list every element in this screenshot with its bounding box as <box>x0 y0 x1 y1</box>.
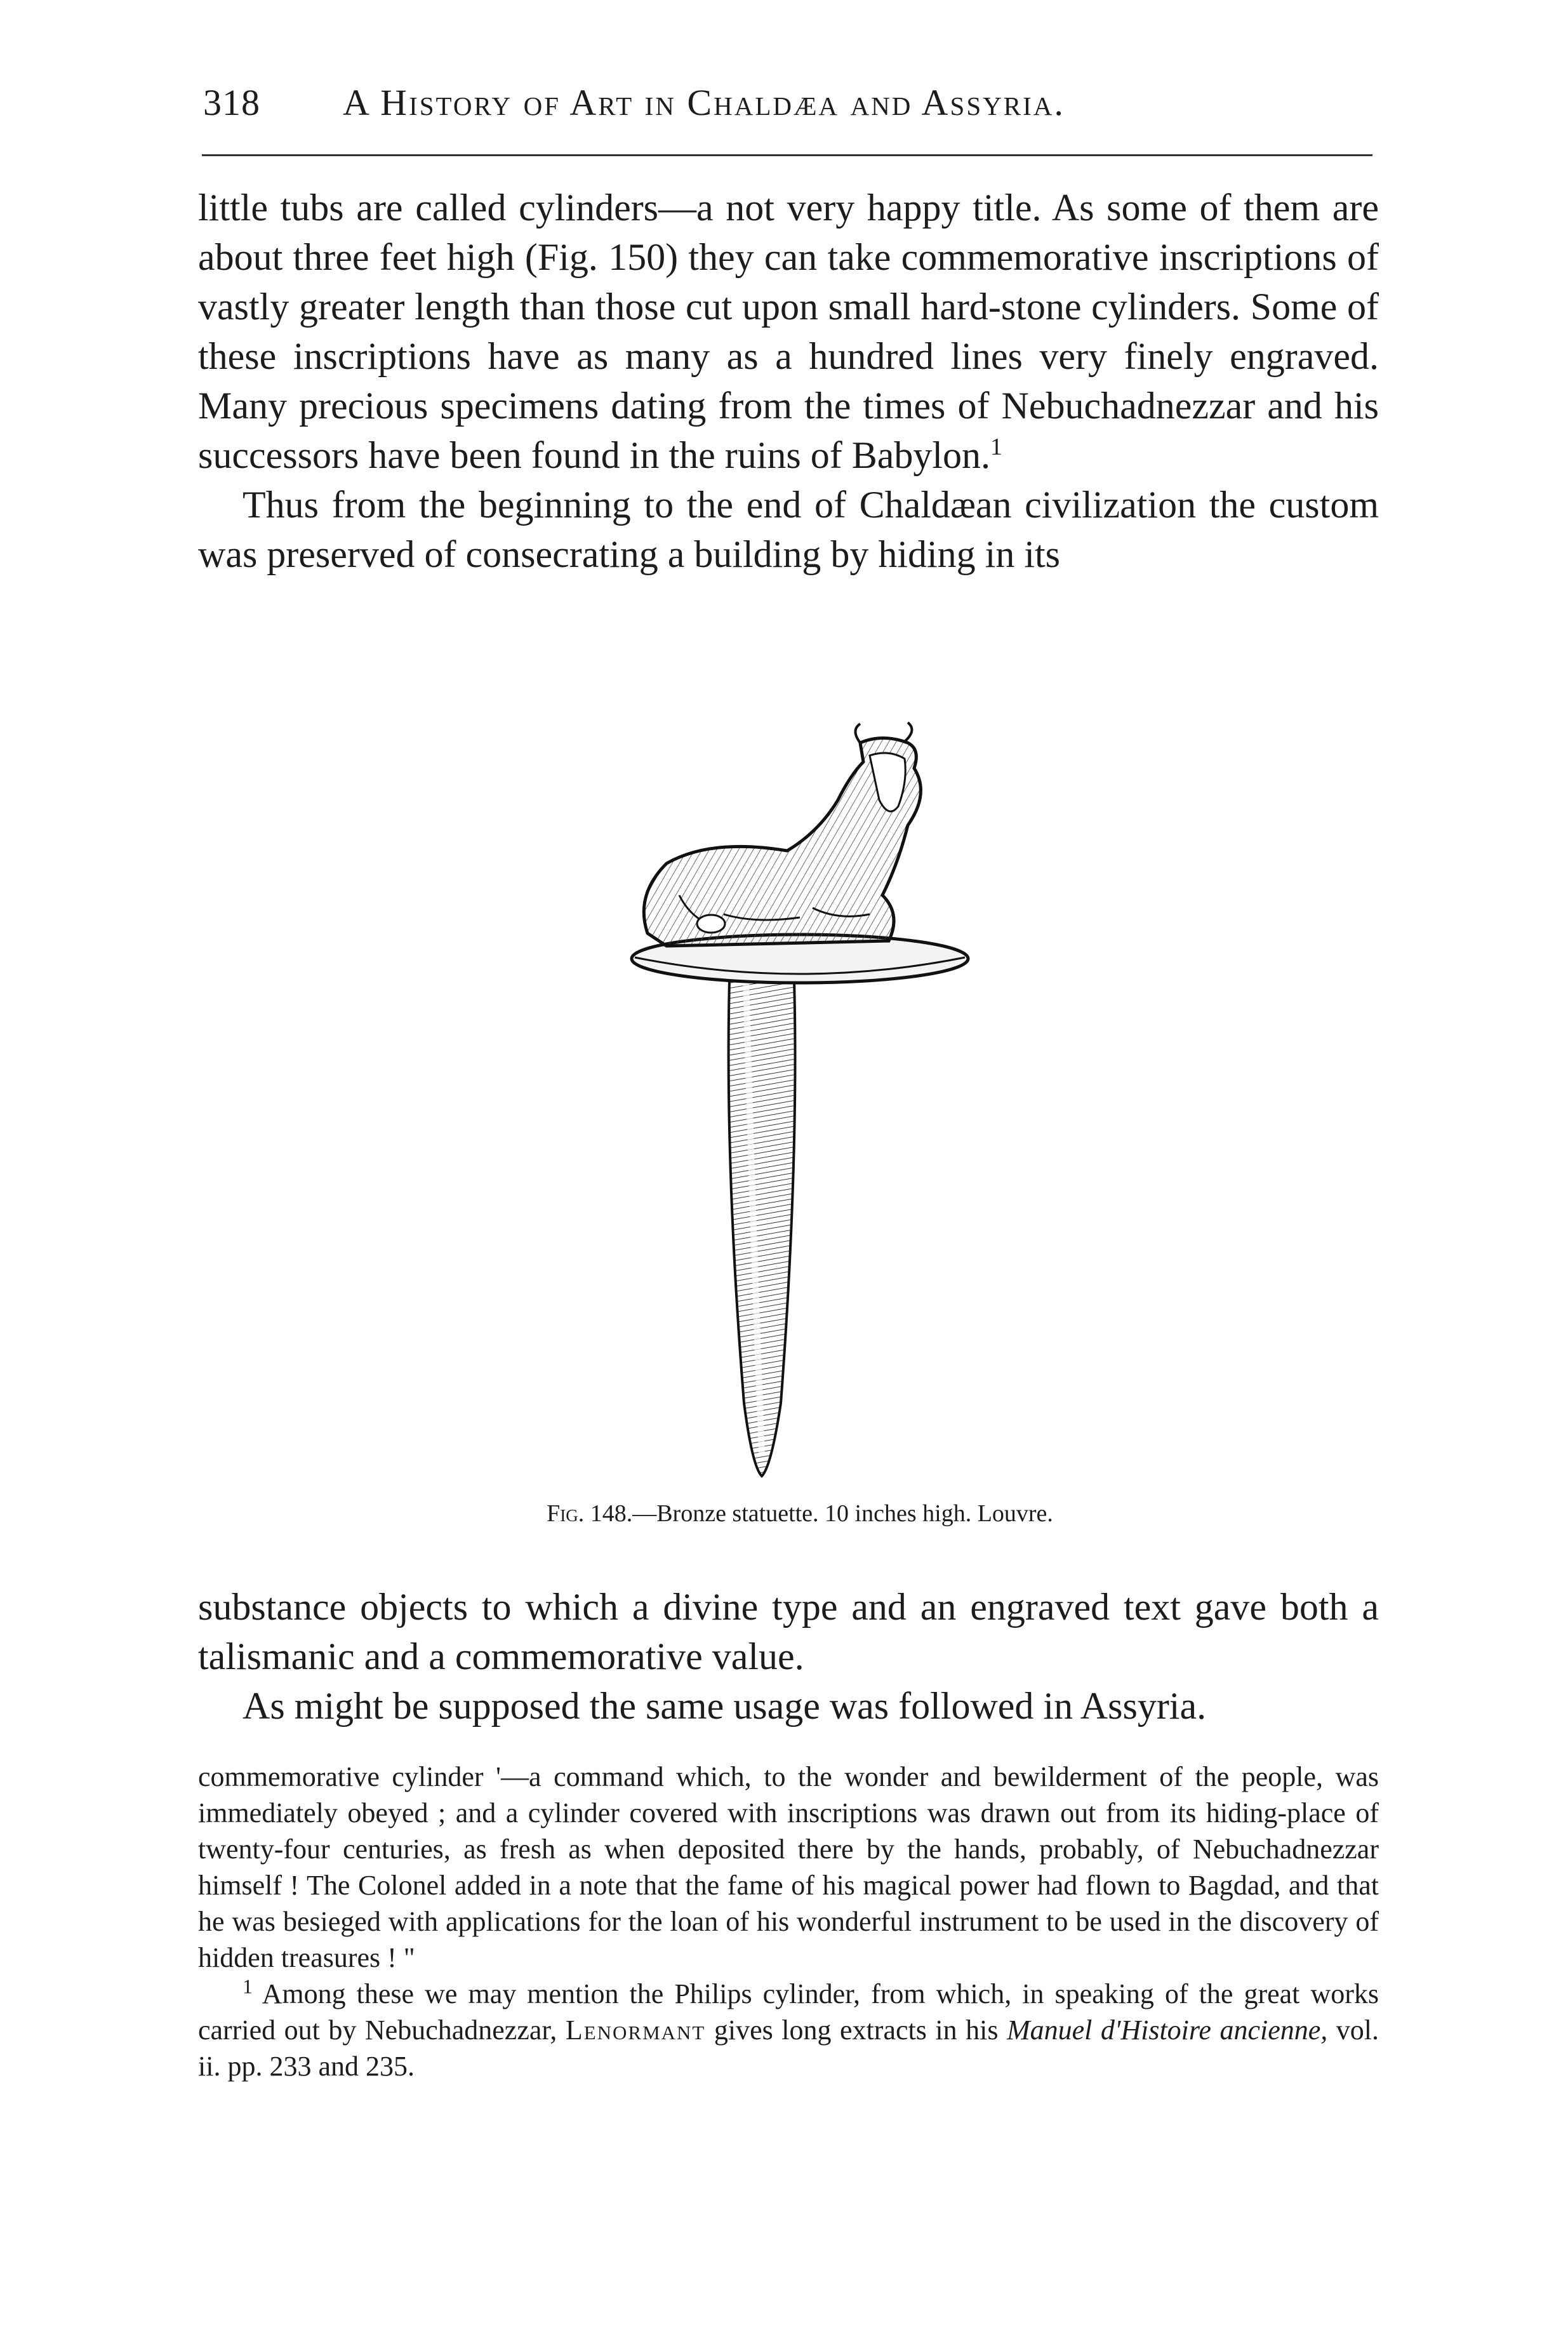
figure-bronze-statuette <box>609 705 990 1505</box>
footnotes <box>198 1759 1379 2084</box>
caption-text: —Bronze statuette. 10 inches high. Louvre. <box>632 1500 1053 1527</box>
page-number: 318 <box>203 82 260 123</box>
footnote-1: $^1$ Among these we may mention the Philips cylinder, from which, in speaking of the great works carried out by Nebuchadnezzar, Lenormant gives long extracts in his Manuel d'Histoire ancienne, vol. ii. pp. 233 and 235. <box>198 1974 1379 2082</box>
footnote-continued: commemorative cylinder '—a command which, to the wonder and bewilderment of the people, was immediately obeyed ; and a cylinder covered with inscriptions was drawn out from its hiding-place of twenty-four centuries, as fresh as when deposited there by the hands, probably, of Nebuchadnezzar himself ! The Colonel added in a note that the fame of his magical power had flown to Bagdad, and that he was besieged with applications for the loan of his wonderful instrument to be used in the discovery of hidden treasures ! " <box>198 1761 1379 1973</box>
caption-label: Fig. 148. <box>547 1500 633 1527</box>
author-name: Lenormant <box>565 2014 706 2046</box>
footnote-1-marker: 1 <box>243 1974 253 1998</box>
main-text-bottom <box>198 1582 1379 1731</box>
paragraph-assyria: As might be supposed the same usage was followed in Assyria. <box>243 1685 1207 1727</box>
bronze-statuette-illustration <box>609 705 990 1505</box>
paragraph-substance: substance objects to which a divine type and an engraved text gave both a talismanic and a commemorative value. <box>198 1586 1379 1677</box>
paragraph-consecrating: Thus from the beginning to the end of Chaldæan civilization the custom was preserved of consecrating a building by hiding in its <box>198 484 1379 575</box>
figure-caption <box>444 1500 1155 1528</box>
work-title: Manuel d'Histoire ancienne, <box>1007 2014 1328 2046</box>
running-head <box>203 81 1365 138</box>
running-title: A History of Art in Chaldæa and Assyria. <box>343 82 1065 123</box>
footnote-reference: 1 <box>990 434 1003 460</box>
paragraph-cylinders: little tubs are called cylinders—a not very happy title. As some of them are about three feet high (Fig. 150) they can take commemorative inscriptions of vastly greater length than those cut upon small hard-stone cylinders. Some of these inscriptions have as many as a hundred lines very finely engraved. Many precious specimens dating from the times of Nebuchadnezzar and his successors have been found in the ruins of Babylon.$^1$ <box>198 187 1379 476</box>
main-text-top <box>198 183 1379 579</box>
header-rule <box>202 154 1372 156</box>
